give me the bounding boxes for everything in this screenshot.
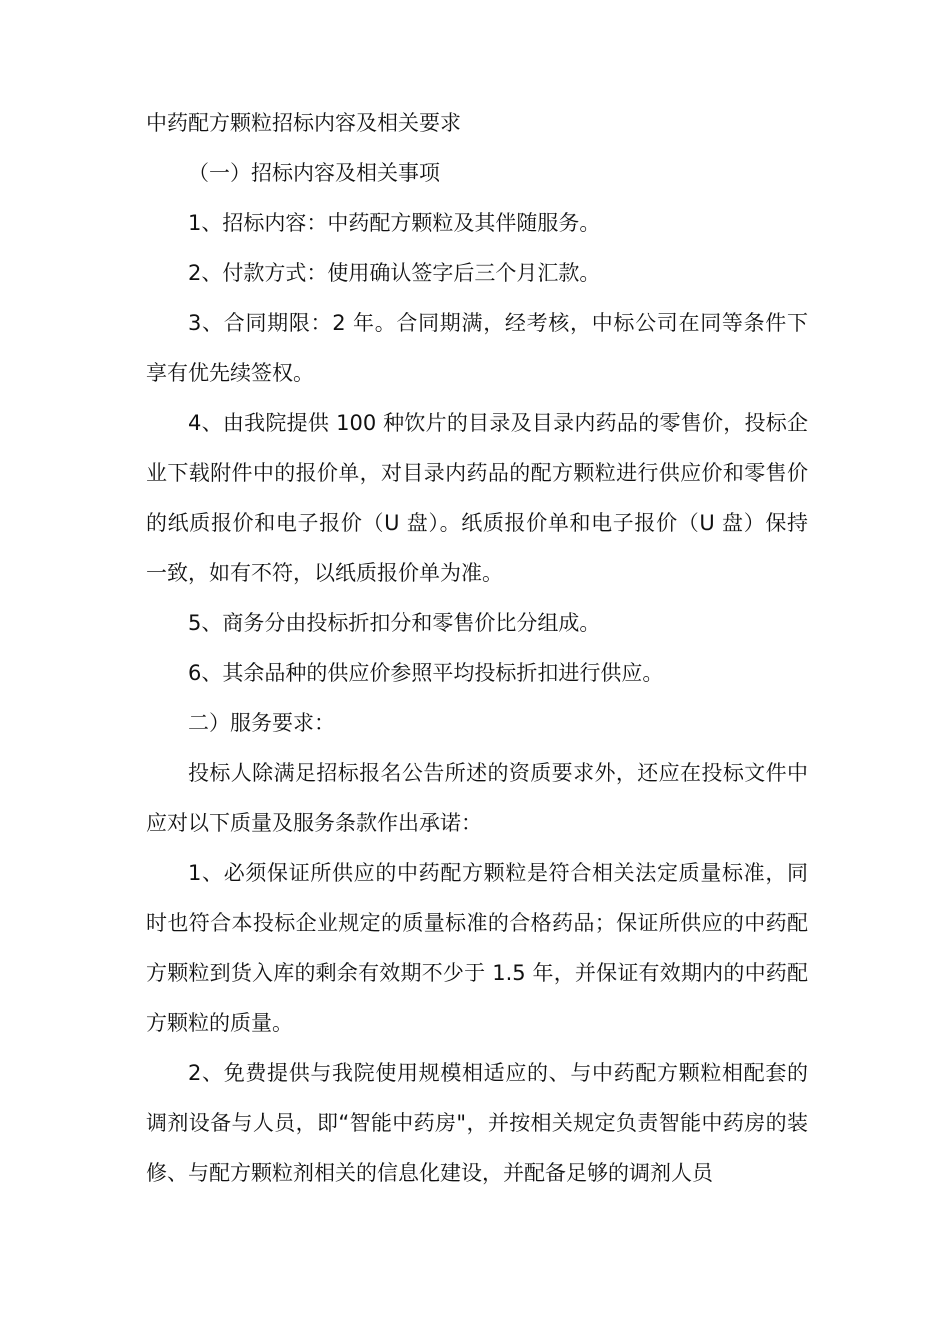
paragraph-service-1: 1、必须保证所供应的中药配方颗粒是符合相关法定质量标准，同时也符合本投标企业规定的质量标准的合格药品；保证所供应的中药配方颗粒到货入库的剩余有效期不少于 1.5 年，并保证有效期内的中药配方颗粒的质量。 [146, 861, 808, 1035]
section-heading-1: （一）招标内容及相关事项 [188, 161, 440, 185]
paragraph-item-5: 5、商务分由投标折扣分和零售价比分组成。 [188, 611, 601, 635]
document-body [146, 98, 808, 1198]
paragraph-service-2: 2、免费提供与我院使用规模相适应的、与中药配方颗粒相配套的调剂设备与人员，即“智能中药房"，并按相关规定负责智能中药房的装修、与配方颗粒剂相关的信息化建设，并配备足够的调剂人员 [146, 1061, 808, 1185]
paragraph-item-6: 6、其余品种的供应价参照平均投标折扣进行供应。 [188, 661, 664, 685]
paragraph-item-2: 2、付款方式：使用确认签字后三个月汇款。 [188, 261, 601, 285]
document-title: 中药配方颗粒招标内容及相关要求 [146, 111, 461, 135]
paragraph-intro: 投标人除满足招标报名公告所述的资质要求外，还应在投标文件中应对以下质量及服务条款作出承诺： [146, 761, 808, 835]
paragraph-item-4: 4、由我院提供 100 种饮片的目录及目录内药品的零售价，投标企业下载附件中的报价单，对目录内药品的配方颗粒进行供应价和零售价的纸质报价和电子报价（U 盘）。纸质报价单和电子报价（U 盘）保持一致，如有不符，以纸质报价单为准。 [146, 411, 808, 585]
paragraph-item-3: 3、合同期限：2 年。合同期满，经考核，中标公司在同等条件下享有优先续签权。 [146, 311, 808, 385]
section-heading-2: 二）服务要求： [188, 711, 335, 735]
paragraph-item-1: 1、招标内容：中药配方颗粒及其伴随服务。 [188, 211, 601, 235]
